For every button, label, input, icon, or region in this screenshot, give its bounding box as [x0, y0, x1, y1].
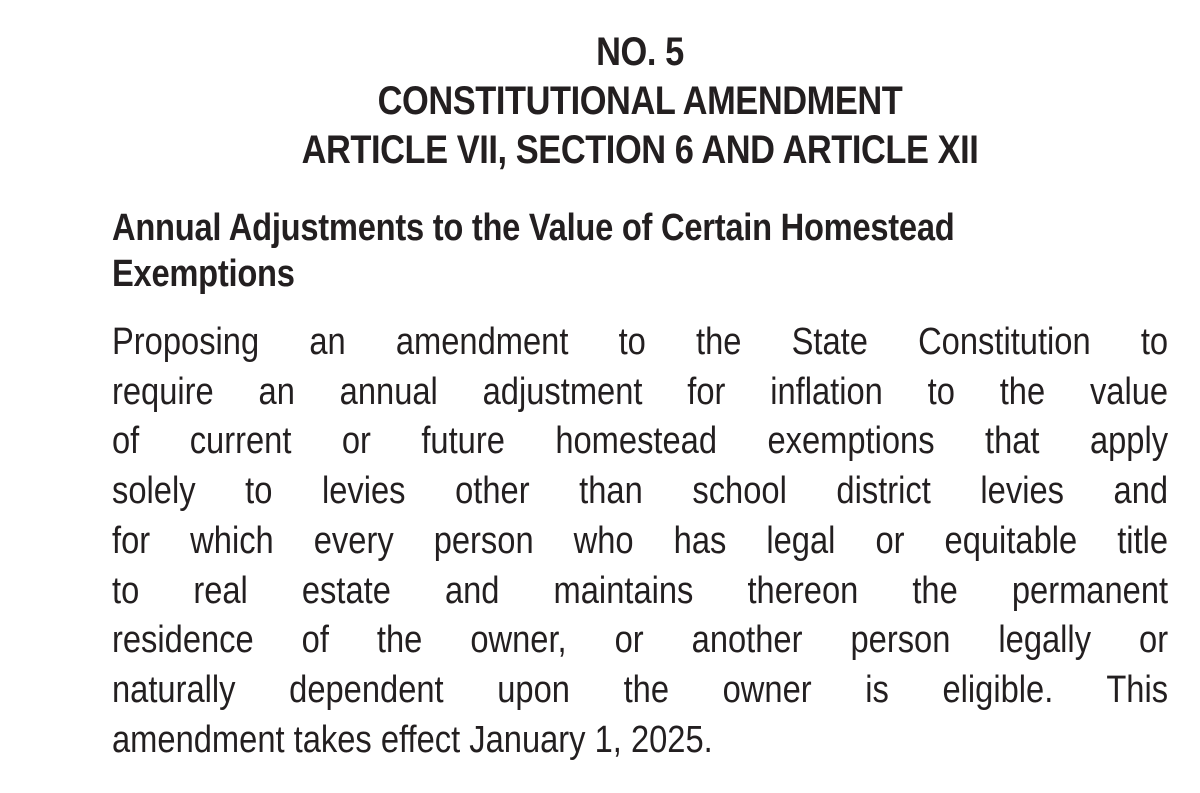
summary-line: naturally dependent upon the owner is eligible. This — [112, 668, 1169, 711]
summary-line: of current or future homestead exemptions that apply — [112, 420, 1169, 463]
measure-heading — [186, 28, 1094, 175]
measure-number: NO. 5 — [596, 30, 684, 74]
measure-type: CONSTITUTIONAL AMENDMENT — [377, 79, 903, 123]
measure-summary — [112, 318, 1168, 765]
summary-line: Proposing an amendment to the State Constitution to — [112, 321, 1169, 363]
summary-line: require an annual adjustment for inflation to the value — [112, 370, 1169, 413]
summary-line: for which every person who has legal or equitable title — [112, 519, 1169, 562]
summary-line: amendment takes effect January 1, 2025. — [112, 718, 713, 761]
measure-title — [112, 205, 1168, 297]
ballot-measure — [112, 28, 1168, 765]
measure-title-line: Annual Adjustments to the Value of Certain Homestead — [112, 207, 955, 249]
summary-line: to real estate and maintains thereon the permanent — [112, 569, 1169, 612]
measure-title-line: Exemptions — [112, 253, 295, 295]
summary-line: residence of the owner, or another person legally or — [112, 619, 1169, 662]
summary-line: solely to levies other than school district levies and — [112, 470, 1169, 513]
measure-reference: ARTICLE VII, SECTION 6 AND ARTICLE XII — [301, 128, 979, 172]
